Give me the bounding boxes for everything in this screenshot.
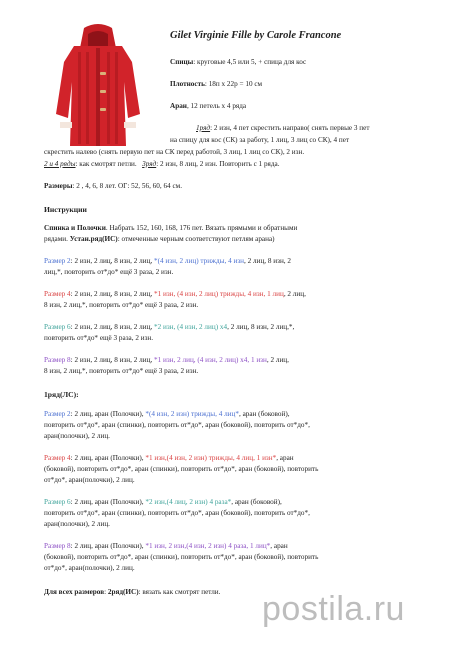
row1-size-label: Размер 2 (44, 410, 71, 418)
row1-text: : 2 лиц, аран (Полочки), (70, 454, 146, 462)
back-front-label: Спинка и Полочки (44, 224, 106, 232)
sizes-text: : 2 , 4, 6, 8 лет. ОГ: 52, 56, 60, 64 см. (72, 182, 182, 190)
row1-size-label: Размер 4 (44, 454, 71, 462)
setup-repeat: *1 изн, (4 изн, 2 лиц) трижды, 4 изн, 1 лиц (154, 290, 284, 298)
row1-text: , аран (боковой), (231, 498, 282, 506)
row1-text: , аран (276, 454, 294, 462)
setup-size-6-line1 (44, 323, 294, 332)
setup-repeat: *1 изн, 2 лиц, (4 изн, 2 лиц) х4, 1 изн (154, 356, 267, 364)
aran-row24-text: : как смотрят петли. (75, 160, 137, 168)
setup-row-label: Устан.ряд(ИС) (69, 235, 118, 243)
setup-text: , 2 лиц, (266, 356, 289, 364)
row1-size-6-line1 (44, 498, 282, 507)
aran-row3-label: 3ряд (142, 160, 157, 168)
aran-row1-text: : 2 изн, 4 пет скрестить направо( снять первые 3 пет (210, 124, 370, 132)
row1-repeat: *(4 изн, 2 изн) трижды, 4 лиц* (145, 410, 239, 418)
row1-repeat: *2 изн,(4 лиц, 2 изн) 4 раза* (145, 498, 232, 506)
sizes-label: Размеры (44, 182, 73, 190)
document-title: Gilet Virginie Fille by Carole Francone (170, 30, 342, 41)
row1-size-label: Размер 8 (44, 542, 71, 550)
setup-row-text: : отмеченные черным соответствуют петлям арана) (117, 235, 275, 243)
setup-text: , 2 лиц, 8 изн, 2 (244, 257, 291, 265)
setup-size-label: Размер 2 (44, 257, 71, 265)
row1-text: : 2 лиц, аран (Полочки), (70, 498, 146, 506)
row1-size-8-line2: (боковой), повторить от*до*, аран (спинки), повторить от*до*, аран (боковой), повторить (44, 553, 319, 561)
aran-line (170, 102, 246, 111)
setup-text: , 2 лиц, 8 изн, 2 лиц,*, (227, 323, 295, 331)
row1-repeat: *1 изн,(4 изн, 2 изн) трижды, 4 лиц, 1 изн* (145, 454, 277, 462)
aran-text: , 12 петель х 4 ряда (186, 102, 247, 110)
setup-size-2-line1 (44, 257, 291, 266)
back-front-text: . Набрать 152, 160, 168, 176 пет. Вязать прямыми и обратными (105, 224, 298, 232)
row1-text: , аран (боковой), (238, 410, 290, 418)
setup-size-4-line1 (44, 290, 306, 299)
aran-row3-text: : 2 изн, 8 лиц, 2 изн. Повторить с 1 ряда. (156, 160, 280, 168)
setup-row-line (44, 235, 275, 244)
row1-size-4-line1 (44, 454, 294, 463)
row1-size-4-line3: от*до*, аран(полочки), 2 лиц. (44, 476, 135, 484)
row1-size-label: Размер 6 (44, 498, 71, 506)
gauge-text: : 18п х 22р = 10 см (204, 80, 263, 88)
row1-size-6-line3: аран(полочки), 2 лиц. (44, 520, 110, 528)
all-sizes-label: Для всех размеров (44, 588, 105, 596)
instructions-heading: Инструкции (44, 205, 87, 214)
setup-repeat: *2 изн, (4 изн, 2 лиц) х4 (154, 323, 228, 331)
setup-size-2-line2: лиц,*, повторить от*до* ещё 3 раза, 2 изн. (44, 268, 174, 276)
setup-size-label: Размер 8 (44, 356, 71, 364)
row1-size-8-line1 (44, 542, 288, 551)
row1-size-4-line2: (боковой), повторить от*до*, аран (спинки), повторить от*до*, аран (боковой), повторить (44, 465, 319, 473)
row1-text: : 2 лиц, аран (Полочки), (70, 410, 146, 418)
aran-row1-line (196, 124, 369, 133)
needles-label: Спицы (170, 58, 194, 66)
sizes-line (44, 182, 182, 191)
gauge-line (170, 80, 262, 89)
setup-size-label: Размер 4 (44, 290, 71, 298)
setup-size-4-line2: 8 изн, 2 лиц,*, повторить от*до* ещё 3 раза, 2 изн. (44, 301, 199, 309)
back-front-line (44, 224, 297, 233)
needles-line (170, 58, 306, 67)
aran-row24-label: 2 и 4 ряды (44, 160, 76, 168)
setup-text: , 2 лиц, (283, 290, 306, 298)
all-sizes-line: Для всех размеров: 2ряд(ИС): вязать как смотрят петли. (44, 588, 221, 596)
row1-heading: 1ряд(ЛС): (44, 390, 79, 399)
setup-size-6-line2: повторить от*до* ещё 3 раза, 2 изн. (44, 334, 154, 342)
setup-size-label: Размер 6 (44, 323, 71, 331)
site-watermark: postila.ru (262, 590, 405, 628)
aran-row24-line (44, 160, 280, 169)
row1-size-6-line2: повторить от*до*, аран (спинки), повторить от*до*, аран (боковой), повторить от*до*, (44, 509, 310, 517)
row1-size-2-line1 (44, 410, 290, 419)
row1-size-2-line3: аран(полочки), 2 лиц. (44, 432, 110, 440)
row2-label: 2ряд(ИС) (107, 588, 139, 596)
aran-row1-label: 1ряд (196, 124, 211, 132)
row1-text: : 2 лиц, аран (Полочки), (70, 542, 146, 550)
setup-repeat: *(4 изн, 2 лиц) трижды, 4 изн (154, 257, 245, 265)
back-front-cont: рядами. (44, 235, 70, 243)
setup-text: : 2 изн, 2 лиц, 8 изн, 2 лиц, (70, 257, 155, 265)
needles-text: : круговые 4,5 или 5, + спица для кос (193, 58, 307, 66)
row1-repeat: *1 изн, 2 изн,(4 изн, 2 изн) 4 раза, 1 лиц* (145, 542, 271, 550)
row1-text: , аран (270, 542, 288, 550)
row1-size-2-line2: повторить от*до*, аран (спинки), повторить от*до*, аран (боковой), повторить от*до*, (44, 421, 310, 429)
setup-size-8-line2: 8 изн, 2 лиц,*, повторить от*до* ещё 3 раза, 2 изн. (44, 367, 199, 375)
aran-row1-cont1: на спицу для кос (СК) за работу, 1 лиц, 3 лиц со СК), 4 пет (170, 136, 350, 144)
setup-size-8-line1 (44, 356, 289, 365)
setup-text: : 2 изн, 2 лиц, 8 изн, 2 лиц, (70, 356, 155, 364)
red-cardigan-photo (36, 22, 160, 150)
row1-size-8-line3: от*до*, аран(полочки), 2 лиц. (44, 564, 135, 572)
all-sizes-text: : вязать как смотрят петли. (138, 588, 221, 596)
aran-row1-cont2: скрестить налево (снять первую пет на СК перед работой, 3 лиц, 1 лиц со СК), 2 изн. (44, 148, 305, 156)
setup-text: : 2 изн, 2 лиц, 8 изн, 2 лиц, (70, 323, 155, 331)
setup-text: : 2 изн, 2 лиц, 8 изн, 2 лиц, (70, 290, 155, 298)
gauge-label: Плотность (170, 80, 205, 88)
aran-label: Аран (170, 102, 187, 110)
